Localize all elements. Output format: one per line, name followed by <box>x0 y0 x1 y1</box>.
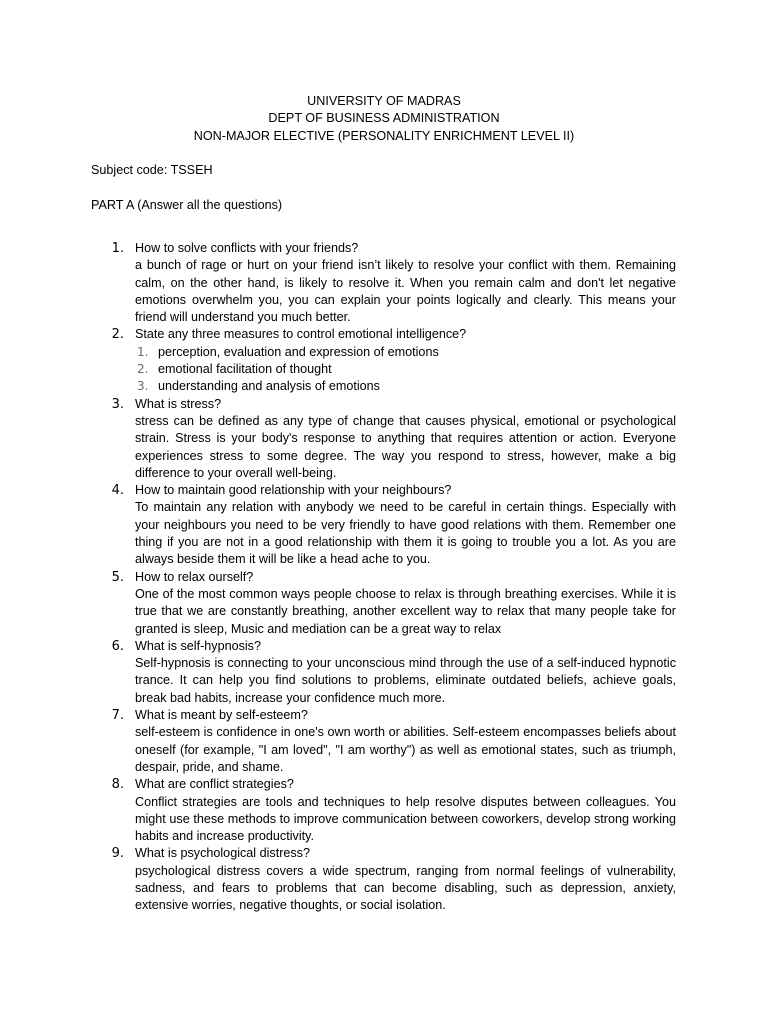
question-number: 5. <box>111 569 124 585</box>
question-number: 3. <box>111 396 124 412</box>
department-name: DEPT OF BUSINESS ADMINISTRATION <box>268 111 500 126</box>
question-number: 9. <box>111 846 124 862</box>
sub-list-item <box>0 344 768 361</box>
sub-list-number: 2. <box>137 362 149 377</box>
question-title: What is meant by self-esteem? <box>135 708 308 723</box>
question-item <box>0 638 768 707</box>
answer-text: stress can be defined as any type of change that causes physical, emotional or psychological strain. Stress is your body's response to anything that requires attention or action. Everyone experiences stress to some degree. The way you respond to stress, however, make a big difference to your overall well-being. <box>135 413 676 480</box>
question-item <box>0 776 768 845</box>
question-item <box>0 707 768 776</box>
question-title: What are conflict strategies? <box>135 777 294 792</box>
question-item <box>0 569 768 638</box>
sub-list-number: 3. <box>137 379 149 394</box>
subject-code: Subject code: TSSEH <box>91 163 213 177</box>
answer-text: self-esteem is confidence in one's own worth or abilities. Self-esteem encompasses beliefs about oneself (for example, "I am loved", "I am worthy") as well as emotional states, such as triumph, despair, pride, and shame. <box>135 725 676 774</box>
question-item <box>0 482 768 568</box>
university-name: UNIVERSITY OF MADRAS <box>307 94 461 108</box>
question-item <box>0 396 768 482</box>
question-title: How to relax ourself? <box>135 569 254 584</box>
answer-text: Self-hypnosis is connecting to your unconscious mind through the use of a self-induced hypnotic trance. It can help you find solutions to problems, eliminate outdated beliefs, achieve goals, break bad habits, increase your confidence much more. <box>135 656 676 705</box>
part-heading: PART A (Answer all the questions) <box>91 198 283 212</box>
question-item <box>0 845 768 914</box>
question-title: What is stress? <box>135 396 222 411</box>
sub-list-number: 1. <box>137 344 149 359</box>
question-item <box>0 240 768 326</box>
question-title: State any three measures to control emotional intelligence? <box>135 327 467 342</box>
question-number: 6. <box>111 638 124 654</box>
question-number: 7. <box>111 708 124 724</box>
sub-list-text: emotional facilitation of thought <box>158 362 332 377</box>
question-item <box>0 326 768 395</box>
question-title: What is self-hypnosis? <box>135 638 261 653</box>
question-title: How to solve conflicts with your friends? <box>135 241 359 255</box>
question-title: How to maintain good relationship with your neighbours? <box>135 483 452 498</box>
answer-text: psychological distress covers a wide spectrum, ranging from normal feelings of vulnerability, sadness, and fears to problems that can become disabling, such as depression, anxiety, extensive worries, negative thoughts, or social isolation. <box>135 863 676 913</box>
question-number: 2. <box>111 327 124 343</box>
sub-list-text: perception, evaluation and expression of emotions <box>158 344 439 359</box>
question-list <box>0 240 768 915</box>
question-number: 8. <box>111 777 124 793</box>
question-title: What is psychological distress? <box>135 846 310 861</box>
question-number: 1. <box>111 241 124 256</box>
answer-text: One of the most common ways people choose to relax is through breathing exercises. While it is true that we are constantly breathing, another excellent way to relax that many people take for granted is sleep, Music and mediation can be a great way to relax <box>135 586 676 636</box>
answer-text: a bunch of rage or hurt on your friend isn’t likely to resolve your conflict with them. Remaining calm, on the other hand, is likely to resolve it. When you remain calm and don't let negative emotions overwhelm you, you can explain your points logically and clearly. This means your friend will understand you much better. <box>135 258 676 325</box>
sub-list-text: understanding and analysis of emotions <box>158 379 380 394</box>
sub-list-item <box>0 378 768 395</box>
course-title: NON-MAJOR ELECTIVE (PERSONALITY ENRICHMENT LEVEL II) <box>193 128 575 143</box>
document-header <box>0 93 768 145</box>
answer-text: To maintain any relation with anybody we need to be careful in certain things. Especially with your neighbours you need to be very friendly to have good relations with them. Remember one thing if you are not in a good relationship with them it is going to trouble you a lot. As you are always beside them it will be like a head ache to you. <box>135 500 676 567</box>
answer-text: Conflict strategies are tools and techniques to help resolve disputes between colleagues. You might use these methods to improve communication between coworkers, develop strong working habits and increase productivity. <box>135 794 676 844</box>
sub-list-item <box>0 361 768 378</box>
question-number: 4. <box>111 483 124 499</box>
